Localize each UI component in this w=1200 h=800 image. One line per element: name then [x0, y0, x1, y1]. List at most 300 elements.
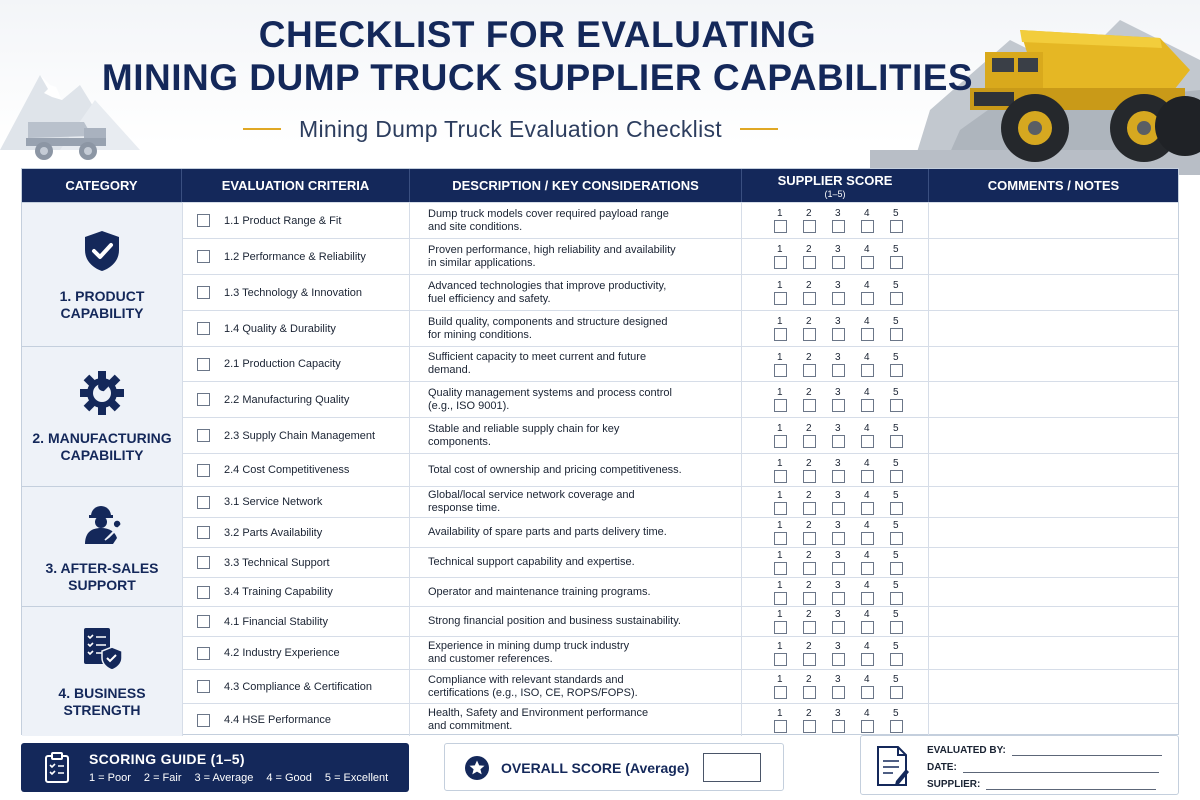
- checklist-shield-icon: [79, 625, 125, 671]
- category-label: [58, 685, 145, 719]
- score-number: 4: [864, 316, 870, 327]
- criteria-checkbox[interactable]: [197, 429, 210, 442]
- score-checkbox[interactable]: [890, 720, 903, 733]
- score-number: 5: [893, 550, 899, 561]
- score-checkbox[interactable]: [803, 364, 816, 377]
- description-cell: [409, 704, 741, 736]
- score-checkbox[interactable]: [861, 621, 874, 634]
- description-cell: [409, 239, 741, 274]
- description-line: Compliance with relevant standards and: [428, 673, 624, 686]
- score-number: 2: [806, 351, 812, 363]
- score-checkbox[interactable]: [803, 220, 816, 233]
- criteria-checkbox[interactable]: [197, 214, 210, 227]
- document-pen-icon: [875, 745, 911, 787]
- score-checkbox[interactable]: [861, 328, 874, 341]
- criteria-checkbox[interactable]: [197, 680, 210, 693]
- scoring-guide-title: SCORING GUIDE (1–5): [89, 751, 245, 767]
- criteria-label: 1.1 Product Range & Fit: [224, 214, 342, 227]
- table-row: [182, 486, 1178, 517]
- score-checkbox[interactable]: [861, 399, 874, 412]
- score-checkbox[interactable]: [861, 720, 874, 733]
- score-checkbox[interactable]: [832, 328, 845, 341]
- score-checkbox[interactable]: [861, 592, 874, 605]
- criteria-cell: [182, 704, 409, 736]
- criteria-checkbox[interactable]: [197, 526, 210, 539]
- score-checkbox[interactable]: [832, 686, 845, 699]
- table-row: [182, 606, 1178, 636]
- score-cell: [741, 548, 928, 577]
- criteria-checkbox[interactable]: [197, 647, 210, 660]
- table-row: [182, 274, 1178, 310]
- score-checkbox[interactable]: [774, 562, 787, 575]
- criteria-label: 3.3 Technical Support: [224, 556, 330, 569]
- score-checkbox[interactable]: [890, 435, 903, 448]
- subtitle-dash-right: [740, 128, 778, 130]
- comments-cell[interactable]: [928, 670, 1178, 703]
- score-number: 2: [806, 707, 812, 719]
- comments-cell[interactable]: [928, 382, 1178, 417]
- description-cell: [409, 637, 741, 669]
- comments-cell[interactable]: [928, 311, 1178, 346]
- description-line: Advanced technologies that improve productivity,: [428, 279, 667, 292]
- gear-wrench-icon: [79, 370, 125, 416]
- overall-score-panel: [444, 743, 784, 791]
- criteria-cell: [182, 607, 409, 636]
- date-label: DATE:: [927, 762, 957, 773]
- score-checkbox[interactable]: [774, 686, 787, 699]
- score-checkbox[interactable]: [803, 686, 816, 699]
- description-cell: [409, 487, 741, 517]
- score-number: 5: [893, 640, 899, 652]
- score-cell: [741, 578, 928, 606]
- score-checkbox[interactable]: [861, 686, 874, 699]
- score-checkbox[interactable]: [774, 592, 787, 605]
- criteria-cell: [182, 347, 409, 381]
- criteria-checkbox[interactable]: [197, 615, 210, 628]
- score-checkbox[interactable]: [832, 562, 845, 575]
- category-cell: [22, 202, 182, 346]
- score-checkbox[interactable]: [832, 292, 845, 305]
- score-checkbox[interactable]: [803, 653, 816, 666]
- score-checkbox[interactable]: [832, 592, 845, 605]
- score-checkbox[interactable]: [890, 502, 903, 515]
- score-number: 1: [777, 244, 783, 255]
- score-checkbox[interactable]: [803, 502, 816, 515]
- criteria-checkbox[interactable]: [197, 586, 210, 599]
- score-number: 3: [835, 351, 841, 363]
- score-checkbox[interactable]: [861, 220, 874, 233]
- score-checkbox[interactable]: [890, 470, 903, 483]
- category-label: [45, 560, 158, 594]
- score-number: 4: [864, 707, 870, 719]
- score-checkbox[interactable]: [890, 532, 903, 545]
- comments-cell[interactable]: [928, 704, 1178, 736]
- score-number: 5: [893, 387, 899, 398]
- score-range-label: (1–5): [824, 188, 846, 199]
- score-checkbox[interactable]: [803, 470, 816, 483]
- score-checkbox[interactable]: [890, 621, 903, 634]
- score-checkbox[interactable]: [832, 502, 845, 515]
- score-number: 2: [806, 387, 812, 398]
- description-line: Global/local service network coverage and: [428, 489, 635, 501]
- category-cell: [22, 486, 182, 606]
- comments-cell[interactable]: [928, 454, 1178, 486]
- score-checkbox[interactable]: [774, 532, 787, 545]
- score-checkbox[interactable]: [774, 435, 787, 448]
- score-cell: [741, 418, 928, 453]
- score-number: 1: [777, 640, 783, 652]
- score-checkbox[interactable]: [774, 328, 787, 341]
- clipboard-icon: [41, 752, 73, 784]
- score-number: 5: [893, 579, 899, 591]
- score-checkbox[interactable]: [774, 470, 787, 483]
- score-number: 3: [835, 674, 841, 685]
- comments-cell[interactable]: [928, 418, 1178, 453]
- score-checkbox[interactable]: [774, 256, 787, 269]
- category-label-line: 1. PRODUCT: [59, 287, 145, 304]
- date-field[interactable]: [963, 764, 1159, 773]
- description-line: demand.: [428, 364, 471, 376]
- criteria-label: 3.1 Service Network: [224, 496, 323, 508]
- score-number: 5: [893, 520, 899, 531]
- score-number: 5: [893, 457, 899, 469]
- score-checkbox[interactable]: [890, 256, 903, 269]
- description-line: Technical support capability and expertise.: [428, 556, 635, 568]
- score-checkbox[interactable]: [803, 256, 816, 269]
- table-row: [182, 310, 1178, 346]
- description-line: Sufficient capacity to meet current and future: [428, 351, 647, 363]
- score-number: 1: [777, 208, 783, 219]
- criteria-label: 4.4 HSE Performance: [224, 714, 331, 726]
- score-checkbox[interactable]: [803, 592, 816, 605]
- score-checkbox[interactable]: [890, 592, 903, 605]
- comments-cell[interactable]: [928, 203, 1178, 238]
- score-number: 5: [893, 674, 899, 685]
- score-checkbox[interactable]: [890, 562, 903, 575]
- score-checkbox[interactable]: [774, 502, 787, 515]
- criteria-cell: [182, 275, 409, 310]
- table-row: [182, 453, 1178, 486]
- criteria-checkbox[interactable]: [197, 286, 210, 299]
- score-checkbox[interactable]: [803, 720, 816, 733]
- score-number: 2: [806, 457, 812, 469]
- column-header-score: [742, 169, 929, 202]
- description-line: and commitment.: [428, 720, 513, 732]
- score-number: 2: [806, 550, 812, 561]
- score-number: 3: [835, 520, 841, 531]
- category-label-line: CAPABILITY: [60, 446, 144, 463]
- score-number: 2: [806, 280, 812, 291]
- score-number: 1: [777, 520, 783, 531]
- score-number: 1: [777, 423, 783, 434]
- comments-cell[interactable]: [928, 487, 1178, 517]
- score-checkbox[interactable]: [832, 653, 845, 666]
- criteria-label: 1.4 Quality & Durability: [224, 322, 336, 335]
- description-line: and site conditions.: [428, 220, 523, 233]
- score-number: 3: [835, 579, 841, 591]
- page-title-line2: MINING DUMP TRUCK SUPPLIER CAPABILITIES: [101, 57, 974, 98]
- page-subtitle: Mining Dump Truck Evaluation Checklist: [298, 115, 722, 142]
- score-cell: [741, 704, 928, 736]
- score-number: 2: [806, 609, 812, 620]
- score-checkbox[interactable]: [774, 720, 787, 733]
- description-line: Quality management systems and process control: [428, 386, 672, 399]
- category-label-line: CAPABILITY: [60, 304, 144, 321]
- score-number: 2: [806, 244, 812, 255]
- category-label-line: STRENGTH: [63, 701, 141, 718]
- score-number: 1: [777, 674, 783, 685]
- comments-cell[interactable]: [928, 518, 1178, 547]
- score-number: 1: [777, 316, 783, 327]
- description-cell: [409, 382, 741, 417]
- score-checkbox[interactable]: [803, 435, 816, 448]
- category-label-line: 3. AFTER-SALES: [45, 559, 159, 576]
- score-number: 1: [777, 550, 783, 561]
- comments-cell[interactable]: [928, 607, 1178, 636]
- score-checkbox[interactable]: [890, 292, 903, 305]
- comments-cell[interactable]: [928, 578, 1178, 606]
- evaluated-by-line: [927, 745, 1162, 756]
- category-cell: [22, 346, 182, 486]
- score-number: 4: [864, 640, 870, 652]
- scoring-guide: [21, 743, 409, 792]
- score-checkbox[interactable]: [774, 653, 787, 666]
- table-row: [182, 703, 1178, 736]
- criteria-checkbox[interactable]: [197, 556, 210, 569]
- score-checkbox[interactable]: [832, 470, 845, 483]
- score-checkbox[interactable]: [861, 364, 874, 377]
- description-cell: [409, 454, 741, 486]
- score-cell: [741, 347, 928, 381]
- column-header-label: COMMENTS / NOTES: [987, 178, 1120, 193]
- date-line: [927, 762, 1159, 773]
- score-cell: [741, 607, 928, 636]
- worker-wrench-icon: [79, 500, 125, 546]
- score-number: 2: [806, 489, 812, 501]
- criteria-cell: [182, 203, 409, 238]
- evaluated-by-field[interactable]: [1012, 747, 1162, 756]
- criteria-label: 3.4 Training Capability: [224, 586, 333, 598]
- score-checkbox[interactable]: [774, 364, 787, 377]
- score-number: 2: [806, 423, 812, 434]
- score-checkbox[interactable]: [803, 292, 816, 305]
- score-number: 2: [806, 316, 812, 327]
- score-number: 3: [835, 707, 841, 719]
- description-cell: [409, 518, 741, 547]
- score-number: 2: [806, 520, 812, 531]
- comments-cell[interactable]: [928, 275, 1178, 310]
- score-checkbox[interactable]: [861, 256, 874, 269]
- score-checkbox[interactable]: [832, 621, 845, 634]
- evaluated-by-label: EVALUATED BY:: [927, 745, 1006, 756]
- scoring-guide-item: 5 = Excellent: [324, 772, 389, 784]
- score-cell: [741, 518, 928, 547]
- score-checkbox[interactable]: [774, 292, 787, 305]
- column-header-label: SUPPLIER SCORE: [777, 172, 893, 188]
- score-checkbox[interactable]: [890, 220, 903, 233]
- description-line: components.: [428, 435, 491, 448]
- criteria-checkbox[interactable]: [197, 464, 210, 477]
- score-checkbox[interactable]: [890, 686, 903, 699]
- score-checkbox[interactable]: [832, 435, 845, 448]
- score-number: 3: [835, 457, 841, 469]
- criteria-checkbox[interactable]: [197, 322, 210, 335]
- criteria-label: 2.2 Manufacturing Quality: [224, 393, 350, 406]
- score-checkbox[interactable]: [803, 328, 816, 341]
- score-checkbox[interactable]: [861, 562, 874, 575]
- column-header-category: [22, 169, 182, 202]
- comments-cell[interactable]: [928, 548, 1178, 577]
- description-line: certifications (e.g., ISO, CE, ROPS/FOPS).: [428, 686, 638, 699]
- score-number: 4: [864, 387, 870, 398]
- comments-cell[interactable]: [928, 347, 1178, 381]
- score-checkbox[interactable]: [832, 256, 845, 269]
- score-number: 3: [835, 316, 841, 327]
- evaluation-table: [21, 168, 1179, 735]
- score-number: 3: [835, 280, 841, 291]
- score-checkbox[interactable]: [861, 653, 874, 666]
- column-header-label: CATEGORY: [65, 178, 138, 193]
- table-row: [182, 346, 1178, 381]
- score-checkbox[interactable]: [774, 220, 787, 233]
- score-checkbox[interactable]: [861, 470, 874, 483]
- score-number: 5: [893, 351, 899, 363]
- score-checkbox[interactable]: [832, 532, 845, 545]
- score-checkbox[interactable]: [832, 220, 845, 233]
- description-line: fuel efficiency and safety.: [428, 292, 551, 305]
- criteria-checkbox[interactable]: [197, 250, 210, 263]
- score-checkbox[interactable]: [890, 399, 903, 412]
- page-title-line1: CHECKLIST FOR EVALUATING: [258, 14, 817, 55]
- description-cell: [409, 548, 741, 577]
- category-cell: [22, 606, 182, 736]
- overall-score-input[interactable]: [703, 753, 761, 782]
- score-checkbox[interactable]: [890, 328, 903, 341]
- score-number: 1: [777, 387, 783, 398]
- score-checkbox[interactable]: [803, 532, 816, 545]
- scoring-guide-item: 2 = Fair: [143, 772, 182, 784]
- score-checkbox[interactable]: [803, 562, 816, 575]
- score-number: 3: [835, 609, 841, 620]
- criteria-cell: [182, 578, 409, 606]
- category-label-line: 4. BUSINESS: [58, 684, 146, 701]
- score-cell: [741, 311, 928, 346]
- criteria-label: 2.1 Production Capacity: [224, 358, 341, 370]
- score-number: 4: [864, 208, 870, 219]
- score-checkbox[interactable]: [861, 292, 874, 305]
- description-line: for mining conditions.: [428, 328, 532, 341]
- score-checkbox[interactable]: [774, 621, 787, 634]
- truck-illustration-small: [22, 110, 112, 162]
- description-cell: [409, 203, 741, 238]
- column-header-label: EVALUATION CRITERIA: [221, 178, 370, 193]
- supplier-field[interactable]: [986, 781, 1156, 790]
- overall-score-label: OVERALL SCORE (Average): [501, 760, 690, 776]
- score-number: 3: [835, 489, 841, 501]
- description-line: response time.: [428, 502, 501, 514]
- score-number: 4: [864, 520, 870, 531]
- criteria-label: 4.3 Compliance & Certification: [224, 680, 372, 693]
- score-number: 4: [864, 489, 870, 501]
- score-number: 5: [893, 707, 899, 719]
- score-checkbox[interactable]: [890, 364, 903, 377]
- criteria-checkbox[interactable]: [197, 393, 210, 406]
- criteria-cell: [182, 382, 409, 417]
- star-badge-icon: [465, 756, 489, 780]
- score-number: 4: [864, 674, 870, 685]
- criteria-label: 3.2 Parts Availability: [224, 526, 323, 539]
- score-number: 5: [893, 244, 899, 255]
- comments-cell[interactable]: [928, 239, 1178, 274]
- table-row: [182, 238, 1178, 274]
- score-number: 3: [835, 244, 841, 255]
- criteria-cell: [182, 311, 409, 346]
- score-number: 1: [777, 280, 783, 291]
- score-checkbox[interactable]: [890, 653, 903, 666]
- score-cell: [741, 275, 928, 310]
- score-number: 5: [893, 423, 899, 434]
- score-number: 3: [835, 387, 841, 398]
- score-number: 2: [806, 208, 812, 219]
- table-row: [182, 381, 1178, 417]
- score-checkbox[interactable]: [861, 532, 874, 545]
- scoring-guide-item: 4 = Good: [266, 772, 312, 784]
- supplier-line: [927, 779, 1156, 790]
- score-number: 1: [777, 489, 783, 501]
- table-row: [182, 517, 1178, 547]
- table-row: [182, 669, 1178, 703]
- score-cell: [741, 454, 928, 486]
- description-line: Proven performance, high reliability and availability: [428, 243, 676, 256]
- description-line: (e.g., ISO 9001).: [428, 399, 510, 412]
- category-label: [32, 430, 171, 464]
- score-cell: [741, 487, 928, 517]
- subtitle-dash-left: [243, 128, 281, 130]
- score-checkbox[interactable]: [861, 435, 874, 448]
- score-checkbox[interactable]: [803, 621, 816, 634]
- criteria-checkbox[interactable]: [197, 496, 210, 509]
- score-number: 2: [806, 579, 812, 591]
- column-header-comments: [929, 169, 1178, 202]
- score-checkbox[interactable]: [774, 399, 787, 412]
- score-number: 1: [777, 609, 783, 620]
- criteria-checkbox[interactable]: [197, 358, 210, 371]
- score-number: 5: [893, 489, 899, 501]
- score-checkbox[interactable]: [803, 399, 816, 412]
- score-checkbox[interactable]: [832, 720, 845, 733]
- description-line: Health, Safety and Environment performance: [428, 707, 649, 719]
- evaluation-signoff-panel: [860, 735, 1179, 795]
- score-number: 4: [864, 609, 870, 620]
- table-row: [182, 547, 1178, 577]
- shield-check-icon: [79, 228, 125, 274]
- description-cell: [409, 578, 741, 606]
- score-number: 5: [893, 609, 899, 620]
- table-row: [182, 577, 1178, 606]
- score-cell: [741, 382, 928, 417]
- score-checkbox[interactable]: [861, 502, 874, 515]
- score-cell: [741, 670, 928, 703]
- score-checkbox[interactable]: [832, 364, 845, 377]
- score-checkbox[interactable]: [832, 399, 845, 412]
- criteria-cell: [182, 454, 409, 486]
- criteria-cell: [182, 418, 409, 453]
- criteria-cell: [182, 239, 409, 274]
- criteria-checkbox[interactable]: [197, 714, 210, 727]
- comments-cell[interactable]: [928, 637, 1178, 669]
- score-number: 2: [806, 640, 812, 652]
- description-cell: [409, 347, 741, 381]
